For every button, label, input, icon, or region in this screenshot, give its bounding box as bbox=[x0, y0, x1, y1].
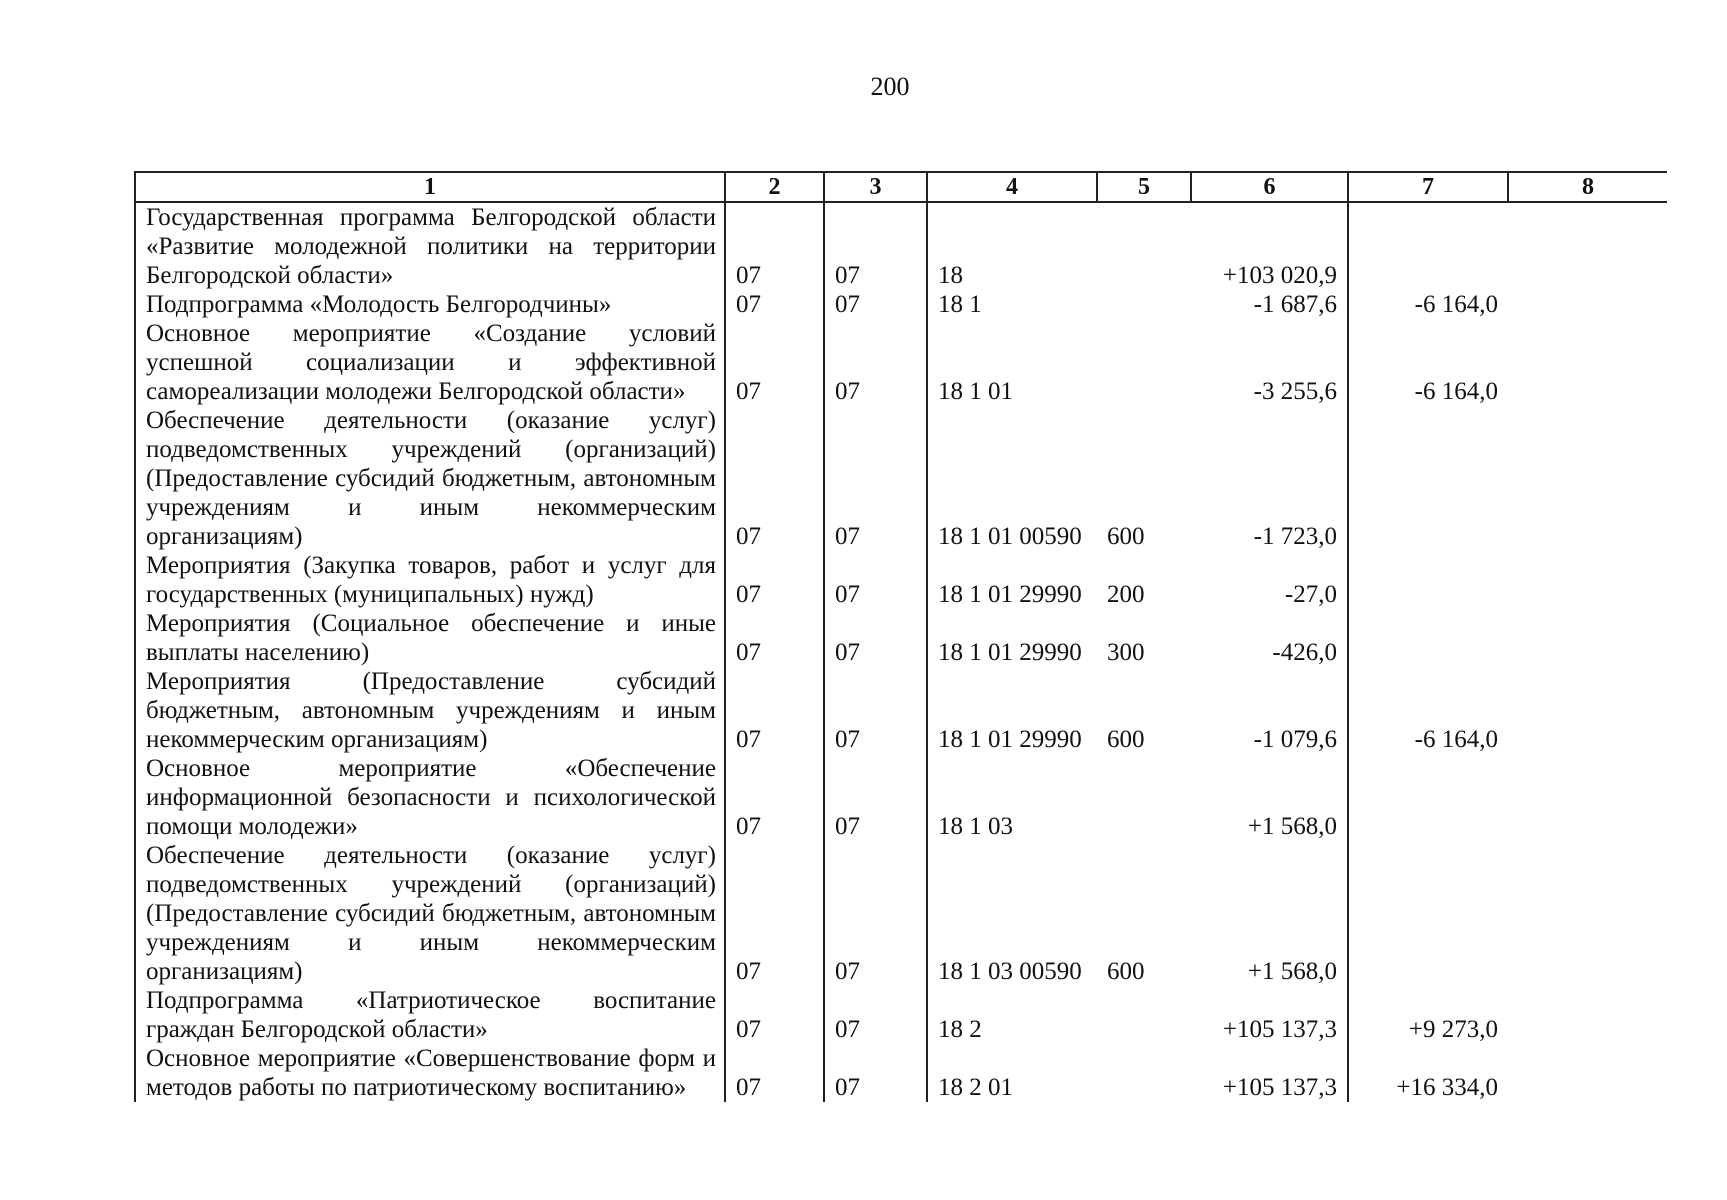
table-header-row bbox=[135, 172, 1667, 202]
expense-type-code bbox=[1097, 290, 1191, 319]
row-name: Основное мероприятие «Обеспечение информационной безопасности и психологической помощи молодежи» bbox=[135, 754, 725, 841]
amount-column-8 bbox=[1508, 551, 1667, 609]
amount-column-8 bbox=[1508, 319, 1667, 406]
column-header-2: 2 bbox=[725, 172, 824, 202]
section-code: 07 bbox=[725, 406, 824, 551]
expense-type-code: 300 bbox=[1107, 639, 1145, 666]
amount-column-7: -6 164,0 bbox=[1414, 291, 1498, 318]
section-code: 07 bbox=[725, 319, 824, 406]
amount-column-6: -3 255,6 bbox=[1191, 319, 1348, 406]
expense-type-code bbox=[1097, 986, 1191, 1044]
row-name: Мероприятия (Закупка товаров, работ и услуг для государственных (муниципальных) нужд) bbox=[135, 551, 725, 609]
subsection-code: 07 bbox=[824, 841, 927, 986]
table-row bbox=[135, 754, 1667, 841]
amount-column-6: -426,0 bbox=[1191, 609, 1348, 667]
amount-column-6: +103 020,9 bbox=[1191, 202, 1348, 290]
table-row bbox=[135, 609, 1667, 667]
table-row bbox=[135, 551, 1667, 609]
target-article-code: 18 1 01 29990 bbox=[927, 551, 1097, 609]
target-article-code: 18 1 bbox=[927, 290, 1097, 319]
table-body bbox=[135, 202, 1667, 1102]
amount-column-7: +9 273,0 bbox=[1408, 1016, 1498, 1043]
row-name: Мероприятия (Предоставление субсидий бюджетным, автономным учреждениям и иным некоммерческим организациям) bbox=[135, 667, 725, 754]
amount-column-6: -1 723,0 bbox=[1191, 406, 1348, 551]
row-name: Основное мероприятие «Совершенствование форм и методов работы по патриотическому воспитанию» bbox=[135, 1044, 725, 1102]
table-row bbox=[135, 290, 1667, 319]
target-article-code: 18 1 01 bbox=[927, 319, 1097, 406]
row-name: Основное мероприятие «Создание условий успешной социализации и эффективной самореализации молодежи Белгородской области» bbox=[135, 319, 725, 406]
target-article-code: 18 2 01 bbox=[927, 1044, 1097, 1102]
row-name: Подпрограмма «Патриотическое воспитание граждан Белгородской области» bbox=[135, 986, 725, 1044]
budget-table-wrapper bbox=[134, 171, 1667, 1156]
subsection-code: 07 bbox=[824, 1044, 927, 1102]
subsection-code: 07 bbox=[824, 406, 927, 551]
amount-column-7 bbox=[1348, 841, 1508, 986]
section-code: 07 bbox=[725, 754, 824, 841]
row-name: Подпрограмма «Молодость Белгородчины» bbox=[135, 290, 725, 319]
target-article-code: 18 2 bbox=[927, 986, 1097, 1044]
amount-column-6: -1 687,6 bbox=[1191, 290, 1348, 319]
section-code: 07 bbox=[725, 667, 824, 754]
subsection-code: 07 bbox=[824, 202, 927, 290]
amount-column-7 bbox=[1348, 754, 1508, 841]
amount-column-7: +16 334,0 bbox=[1396, 1074, 1498, 1101]
target-article-code: 18 1 03 bbox=[927, 754, 1097, 841]
subsection-code: 07 bbox=[824, 667, 927, 754]
row-name: Мероприятия (Социальное обеспечение и иные выплаты населению) bbox=[135, 609, 725, 667]
expense-type-code bbox=[1097, 754, 1191, 841]
amount-column-6: -27,0 bbox=[1191, 551, 1348, 609]
amount-column-6: -1 079,6 bbox=[1191, 667, 1348, 754]
amount-column-7 bbox=[1348, 609, 1508, 667]
subsection-code: 07 bbox=[824, 609, 927, 667]
amount-column-6: +105 137,3 bbox=[1191, 986, 1348, 1044]
amount-column-8 bbox=[1508, 754, 1667, 841]
amount-column-8 bbox=[1508, 406, 1667, 551]
amount-column-8 bbox=[1508, 841, 1667, 986]
target-article-code: 18 bbox=[927, 202, 1097, 290]
expense-type-code: 600 bbox=[1107, 726, 1145, 753]
subsection-code: 07 bbox=[824, 290, 927, 319]
target-article-code: 18 1 03 00590 bbox=[927, 841, 1097, 986]
row-name: Обеспечение деятельности (оказание услуг) подведомственных учреждений (организаций) (Предоставление субсидий бюджетным, автономным учреждениям и иным некоммерческим организациям) bbox=[135, 841, 725, 986]
amount-column-7: -6 164,0 bbox=[1414, 378, 1498, 405]
amount-column-7 bbox=[1348, 406, 1508, 551]
page-number: 200 bbox=[870, 72, 910, 101]
section-code: 07 bbox=[725, 551, 824, 609]
amount-column-8 bbox=[1508, 1044, 1667, 1102]
amount-column-8 bbox=[1508, 986, 1667, 1044]
section-code: 07 bbox=[725, 290, 824, 319]
column-header-7: 7 bbox=[1348, 172, 1508, 202]
expense-type-code: 200 bbox=[1107, 581, 1145, 608]
expense-type-code: 600 bbox=[1107, 958, 1145, 985]
amount-column-8 bbox=[1508, 290, 1667, 319]
subsection-code: 07 bbox=[824, 551, 927, 609]
table-row bbox=[135, 986, 1667, 1044]
amount-column-7 bbox=[1348, 551, 1508, 609]
table-row bbox=[135, 667, 1667, 754]
table-row bbox=[135, 319, 1667, 406]
column-header-5: 5 bbox=[1097, 172, 1191, 202]
amount-column-7 bbox=[1348, 202, 1508, 290]
target-article-code: 18 1 01 00590 bbox=[927, 406, 1097, 551]
column-header-8: 8 bbox=[1508, 172, 1667, 202]
amount-column-8 bbox=[1508, 202, 1667, 290]
table-row bbox=[135, 406, 1667, 551]
section-code: 07 bbox=[725, 609, 824, 667]
target-article-code: 18 1 01 29990 bbox=[927, 609, 1097, 667]
target-article-code: 18 1 01 29990 bbox=[927, 667, 1097, 754]
column-header-3: 3 bbox=[824, 172, 927, 202]
amount-column-8 bbox=[1508, 609, 1667, 667]
expense-type-code: 600 bbox=[1107, 523, 1145, 550]
section-code: 07 bbox=[725, 841, 824, 986]
column-header-6: 6 bbox=[1191, 172, 1348, 202]
expense-type-code bbox=[1097, 1044, 1191, 1102]
expense-type-code bbox=[1097, 202, 1191, 290]
amount-column-6: +105 137,3 bbox=[1191, 1044, 1348, 1102]
amount-column-7: -6 164,0 bbox=[1414, 726, 1498, 753]
table-row bbox=[135, 1044, 1667, 1102]
column-header-4: 4 bbox=[927, 172, 1097, 202]
row-name: Государственная программа Белгородской области «Развитие молодежной политики на территории Белгородской области» bbox=[135, 202, 725, 290]
subsection-code: 07 bbox=[824, 319, 927, 406]
amount-column-8 bbox=[1508, 667, 1667, 754]
subsection-code: 07 bbox=[824, 754, 927, 841]
table-row bbox=[135, 202, 1667, 290]
section-code: 07 bbox=[725, 986, 824, 1044]
column-header-1: 1 bbox=[135, 172, 725, 202]
row-name: Обеспечение деятельности (оказание услуг) подведомственных учреждений (организаций) (Предоставление субсидий бюджетным, автономным учреждениям и иным некоммерческим организациям) bbox=[135, 406, 725, 551]
amount-column-6: +1 568,0 bbox=[1191, 841, 1348, 986]
expense-type-code bbox=[1097, 319, 1191, 406]
table-row bbox=[135, 841, 1667, 986]
section-code: 07 bbox=[725, 1044, 824, 1102]
subsection-code: 07 bbox=[824, 986, 927, 1044]
budget-table bbox=[134, 171, 1667, 1102]
section-code: 07 bbox=[725, 202, 824, 290]
amount-column-6: +1 568,0 bbox=[1191, 754, 1348, 841]
